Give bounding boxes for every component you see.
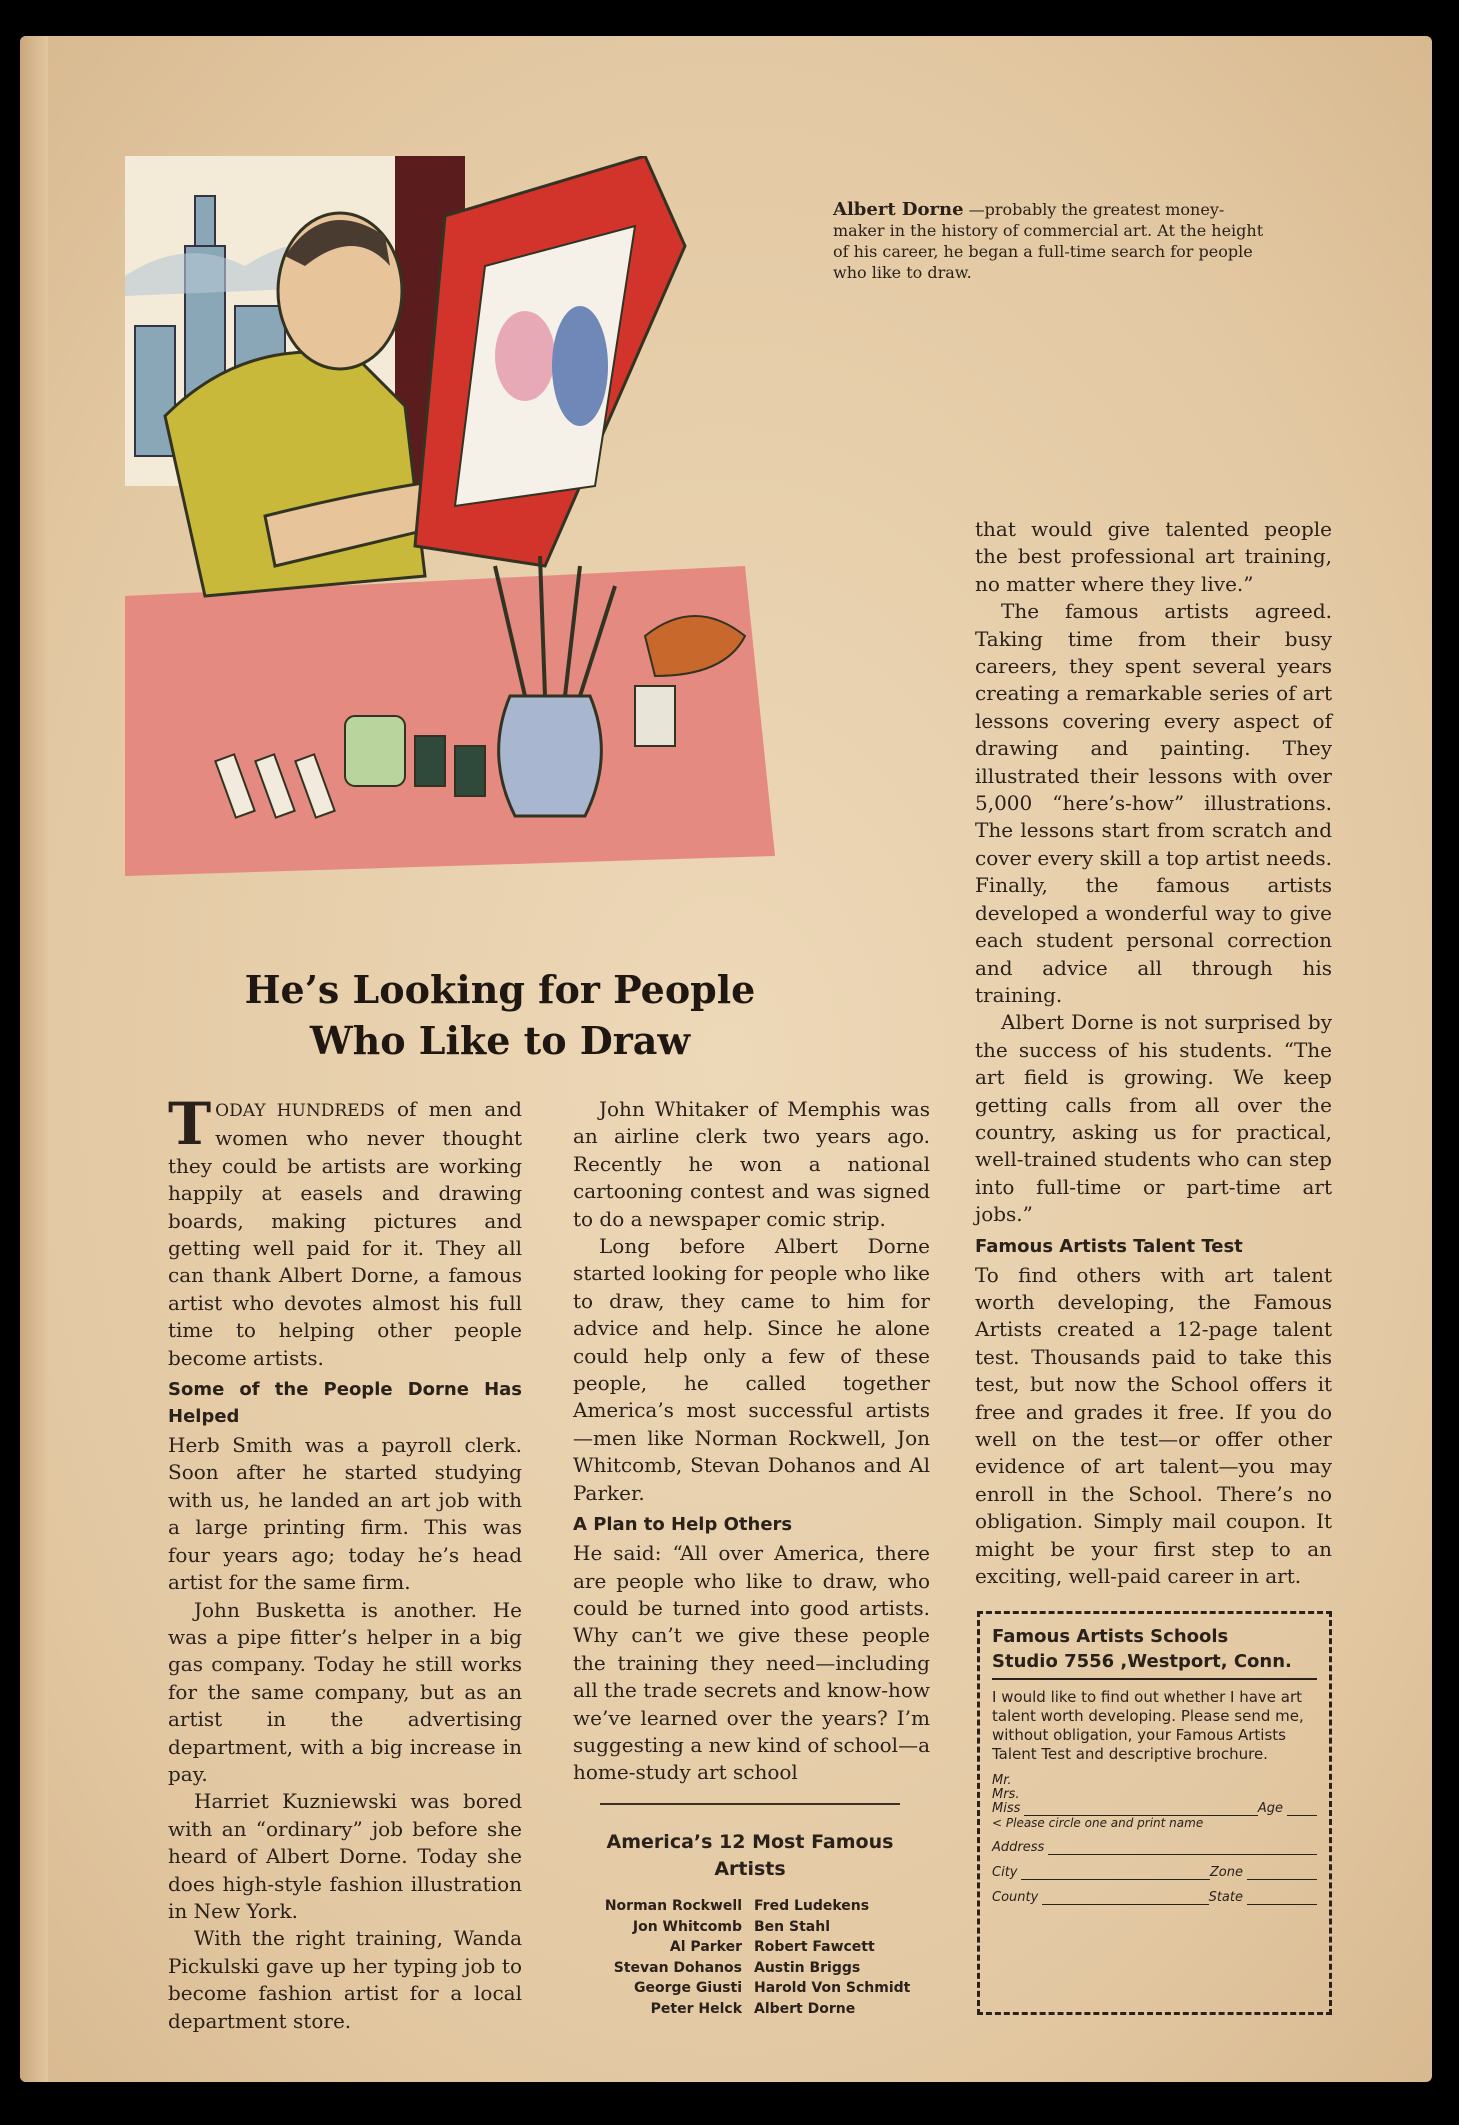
drop-cap: T [168,1090,212,1158]
artist-name: Harold Von Schmidt [754,1980,911,1996]
city-zone-field[interactable] [992,1865,1317,1880]
paragraph: Albert Dorne is not surprised by the success of his students. “The art field is growing. We keep getting calls from all over the country, asking us for practical, well-trained students who can step into full-time or part-time art jobs.” [975,1010,1332,1227]
circle-note-text: Please circle one and print name [1005,1816,1204,1830]
artist-name: Austin Briggs [754,1959,861,1976]
zone-label: Zone [1209,1865,1243,1880]
artist-name: Robert Fawcett [754,1939,875,1955]
paragraph: John Busketta is another. He was a pipe fitter’s helper in a big gas company. Today he still works for the same company, but as an artist in the advertising department, with a big increase in pay. [168,1597,522,1786]
artists-row [560,1958,940,1979]
coupon-address: Studio 7556 ,Westport, Conn. [992,1651,1292,1672]
address-line[interactable] [1048,1840,1317,1855]
lead-in: ODAY HUNDREDS [215,1101,385,1121]
mail-coupon[interactable] [977,1611,1332,2015]
caption-text: —probably the greatest money-maker in the history of commercial art. At the height of his career, he began a full-time search for people who like to draw. [833,200,1264,282]
paragraph: He said: “All over America, there are people who like to draw, who could be turned into good artists. Why can’t we give these people the training they need—including all the trade secrets and know-how we’ve learned over the years? I’m suggesting a new kind of school—a home-study art school [573,1541,930,1785]
paragraph: John Whitaker of Memphis was an airline clerk two years ago. Recently he won a national cartooning contest and was signed to do a newspaper comic strip. [573,1097,930,1231]
state-line[interactable] [1247,1890,1317,1905]
county-state-field[interactable] [992,1890,1317,1905]
artists-list [560,1896,940,2019]
artists-row [560,1999,940,2020]
title-miss[interactable]: Miss [992,1801,1021,1816]
city-label: City [992,1865,1018,1880]
paragraph: Long before Albert Dorne started looking for people who like to draw, they came to him for advice and help. Since he alone could help only a few of these people, he called together America’s most successful artists—men like Norman Rockwell, Jon Whitcomb, Stevan Dohanos and Al Parker. [573,1234,930,1505]
intro-text: of men and women who never thought they could be artists are working happily at easels and drawing boards, making pictures and getting well paid for it. They all can thank Albert Dorne, a famous artist who devotes almost his full time to helping other people become artists. [168,1097,522,1370]
artists-row [560,1896,940,1917]
paragraph: The famous artists agreed. Taking time from their busy careers, they spent several years creating a remarkable series of art lessons covering every aspect of drawing and painting. They illustrated their lessons with over 5,000 “here’s-how” illustrations. The lessons start from scratch and cover every skill a top artist needs. Finally, the famous artists developed a wonderful way to give each student personal correction and advice all through his training. [975,599,1332,1007]
name-field[interactable] [992,1774,1317,1816]
artist-name: Fred Ludekens [754,1898,870,1914]
name-line[interactable] [1024,1801,1257,1816]
coupon-title [992,1624,1317,1680]
circle-note: < Please circle one and print name [992,1816,1204,1830]
address-field[interactable] [992,1840,1317,1855]
section-heading-plan: A Plan to Help Others [573,1514,793,1536]
intro-paragraph [168,1090,522,1372]
paragraph: To find others with art talent worth developing, the Famous Artists created a 12-page talent test. Thousands paid to take this test, but now the School offers it free and grades it free. If you do well on the test—or offer other evidence of art talent—you may enroll in the School. There’s no obligation. Simply mail coupon. It might be your first step to an exciting, well-paid career in art. [975,1262,1332,1589]
headline-line1: He’s Looking for People [244,967,756,1012]
caption-name: Albert Dorne [833,199,964,220]
artist-name: Albert Dorne [754,2000,856,2017]
artist-name: Ben Stahl [754,1918,830,1935]
artists-box-title: America’s 12 Most Famous Artists [606,1831,894,1880]
title-mr[interactable]: Mr. [992,1773,1012,1788]
city-line[interactable] [1021,1865,1209,1880]
paragraph: With the right training, Wanda Pickulski gave up her typing job to become fashion artist for a local department store. [168,1926,522,2033]
age-label: Age [1257,1801,1283,1816]
artist-name: Peter Helck [650,2000,742,2017]
age-line[interactable] [1287,1801,1317,1816]
artists-row [560,1937,940,1958]
artists-row [560,1917,940,1938]
paragraph: Harriet Kuzniewski was bored with an “ordinary” job before she heard of Albert Dorne. Today she does high-style fashion illustration in New York. [168,1789,522,1923]
artist-name: Stevan Dohanos [613,1959,742,1976]
section-heading-helped: Some of the People Dorne Has Helped [168,1379,522,1428]
title-options [992,1774,1020,1816]
headline [150,964,850,1066]
artist-illustration [125,156,935,916]
illustration-caption [833,199,1273,283]
paragraph: Herb Smith was a payroll clerk. Soon after he started studying with us, he landed an art job with a large printing firm. This was four years ago; today he’s head artist for the same firm. [168,1433,522,1595]
coupon-body: I would like to find out whether I have art talent worth developing. Please send me, without obligation, your Famous Artists Talent Test and descriptive brochure. [992,1688,1304,1763]
page-spine [20,36,48,2082]
state-label: State [1208,1890,1243,1905]
zone-line[interactable] [1247,1865,1317,1880]
address-label: Address [992,1840,1045,1855]
paragraph: that would give talented people the best professional art training, no matter where they live.” [975,517,1332,596]
artist-name: Al Parker [669,1939,742,1955]
county-label: County [992,1890,1039,1905]
artist-name: Jon Whitcomb [632,1918,742,1935]
article-column-1 [168,1090,522,2035]
section-heading-test: Famous Artists Talent Test [975,1235,1243,1257]
title-mrs[interactable]: Mrs. [992,1787,1020,1802]
artist-name: George Giusti [634,1980,742,1996]
county-line[interactable] [1042,1890,1208,1905]
magazine-page [20,36,1432,2082]
headline-line2: Who Like to Draw [309,1018,691,1063]
article-column-2 [573,1096,930,1787]
coupon-school-name: Famous Artists Schools [992,1626,1229,1647]
artist-name: Norman Rockwell [604,1898,742,1914]
article-column-3 [975,516,1332,1590]
artists-row [560,1978,940,1999]
divider-rule [600,1803,900,1805]
